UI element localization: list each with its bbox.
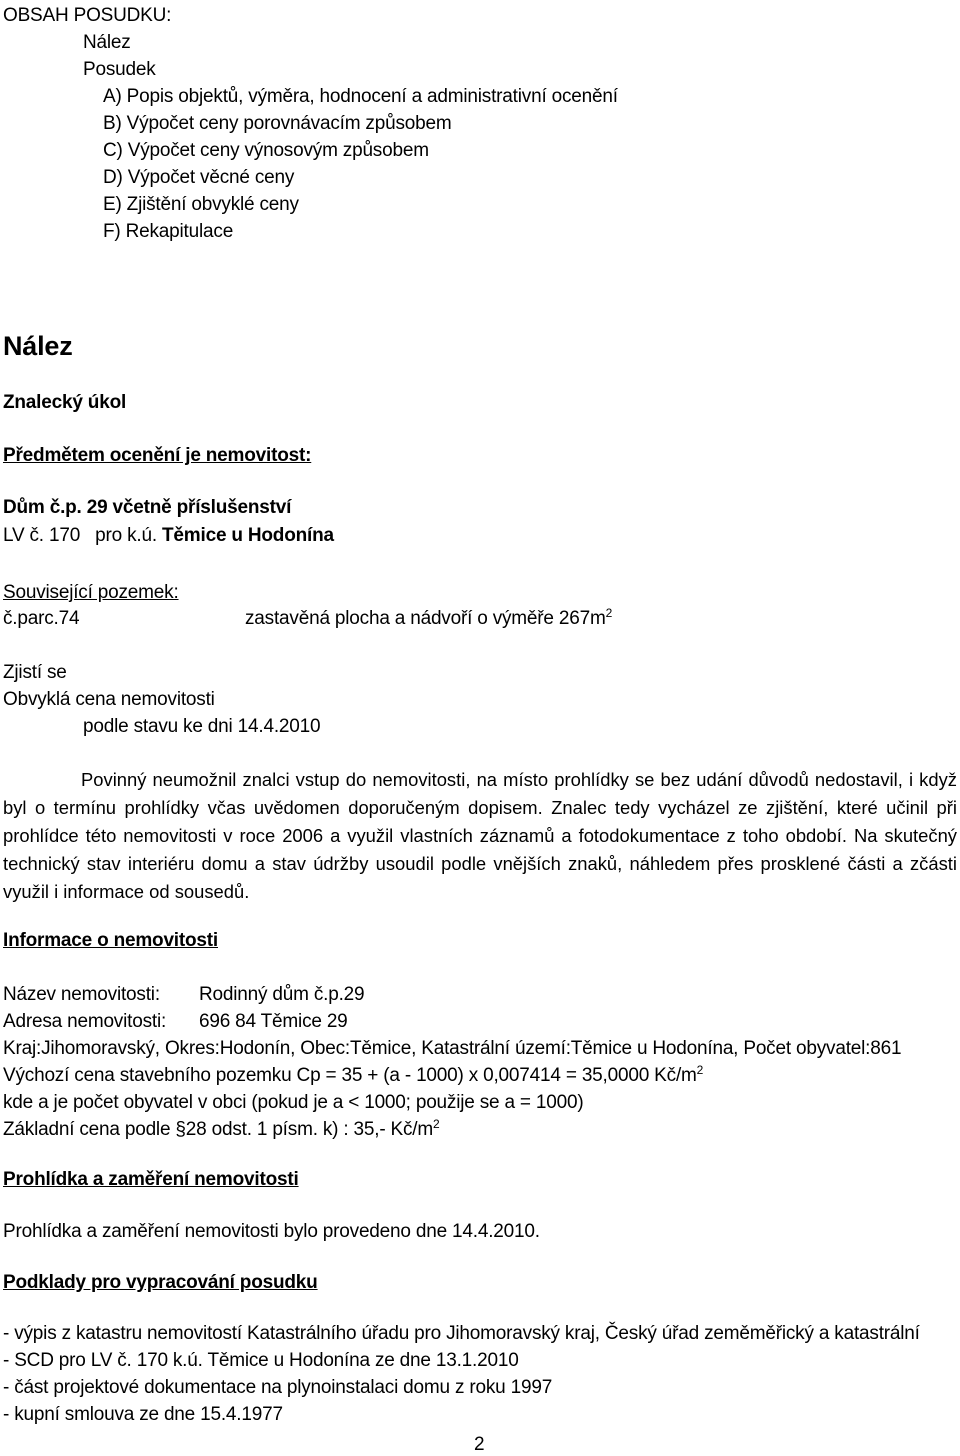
parcel-number: č.parc.74: [3, 608, 80, 629]
determine-label: Zjistí se: [3, 662, 67, 683]
cadastral-area: Těmice u Hodonína: [162, 525, 334, 546]
price-date: podle stavu ke dni 14.4.2010: [83, 716, 321, 737]
toc-subitem: D) Výpočet věcné ceny: [103, 167, 295, 188]
inspection-text: Prohlídka a zaměření nemovitosti bylo provedeno dne 14.4.2010.: [3, 1221, 540, 1242]
sources-list-item: - kupní smlouva ze dne 15.4.1977: [3, 1404, 283, 1425]
toc-subitem: A) Popis objektů, výměra, hodnocení a administrativní ocenění: [103, 86, 618, 107]
section-title-nalez: Nález: [3, 331, 73, 361]
house-description: Dům č.p. 29 včetně příslušenství: [3, 497, 292, 518]
population-line: kde a je počet obyvatel v obci (pokud je a < 1000; použije se a = 1000): [3, 1092, 584, 1113]
lv-for: pro k.ú.: [95, 525, 157, 546]
region-line: Kraj:Jihomoravský, Okres:Hodonín, Obec:Těmice, Katastrální území:Těmice u Hodonína, Počet obyvatel:861: [3, 1038, 902, 1059]
toc-subitem: F) Rekapitulace: [103, 221, 234, 242]
toc-heading: OBSAH POSUDKU:: [3, 5, 172, 26]
property-address-label: Adresa nemovitosti:: [3, 1011, 167, 1032]
parcel-description: zastavěná plocha a nádvoří o výměře $267m^2$: [245, 606, 613, 629]
task-heading: Znalecký úkol: [3, 392, 127, 413]
toc-item-nalez: Nález: [83, 32, 131, 53]
lv-prefix: LV č. 170: [3, 525, 81, 546]
price-type: Obvyklá cena nemovitosti: [3, 689, 215, 710]
land-heading: Související pozemek:: [3, 582, 179, 603]
toc-subitem: E) Zjištění obvyklé ceny: [103, 194, 299, 215]
sources-list-item: - část projektové dokumentace na plynoinstalaci domu z roku 1997: [3, 1377, 553, 1398]
inspection-paragraph: Povinný neumožnil znalci vstup do nemovitosti, na místo prohlídky se bez udání důvodů nedostavil, i když byl o termínu prohlídky včas uvědomen doporučeným dopisem. Znalec tedy vycházel ze zjištění, které učinil při prohlídce této nemovitosti v roce 2006 a využil vlastních záznamů a fotodokumentace z toho období. Na skutečný technický stav interiéru domu a stav údržby usoudil podle vnějších znaků, náhledem přes prosklené části a zčásti využil i informace od sousedů.: [3, 769, 957, 902]
toc-item-posudek: Posudek: [83, 59, 156, 80]
lv-number: [3, 524, 334, 548]
sources-list-item: - výpis z katastru nemovitostí Katastrálního úřadu pro Jihomoravský kraj, Český úřad zeměměřický a katastrální: [3, 1323, 920, 1344]
sources-heading: Podklady pro vypracování posudku: [3, 1272, 318, 1293]
basic-price-line: Základní cena podle §28 odst. 1 písm. k) : 35,- $Kč/m^2$: [3, 1117, 440, 1140]
toc-subitem: C) Výpočet ceny výnosovým způsobem: [103, 140, 429, 161]
toc-subitem: B) Výpočet ceny porovnávacím způsobem: [103, 113, 452, 134]
property-name-value: Rodinný dům č.p.29: [199, 984, 365, 1005]
page-number: 2: [474, 1434, 485, 1455]
subject-heading: Předmětem ocenění je nemovitost:: [3, 445, 312, 466]
base-price-line: Výchozí cena stavebního pozemku Cp = 35 + (a - 1000) x 0,007414 = 35,0000 $Kč/m^2$: [3, 1063, 704, 1086]
sources-list-item: - SCD pro LV č. 170 k.ú. Těmice u Hodonína ze dne 13.1.2010: [3, 1350, 519, 1371]
property-name-label: Název nemovitosti:: [3, 984, 160, 1005]
property-address-value: 696 84 Těmice 29: [199, 1011, 348, 1032]
info-heading: Informace o nemovitosti: [3, 930, 218, 951]
inspection-heading: Prohlídka a zaměření nemovitosti: [3, 1169, 299, 1190]
